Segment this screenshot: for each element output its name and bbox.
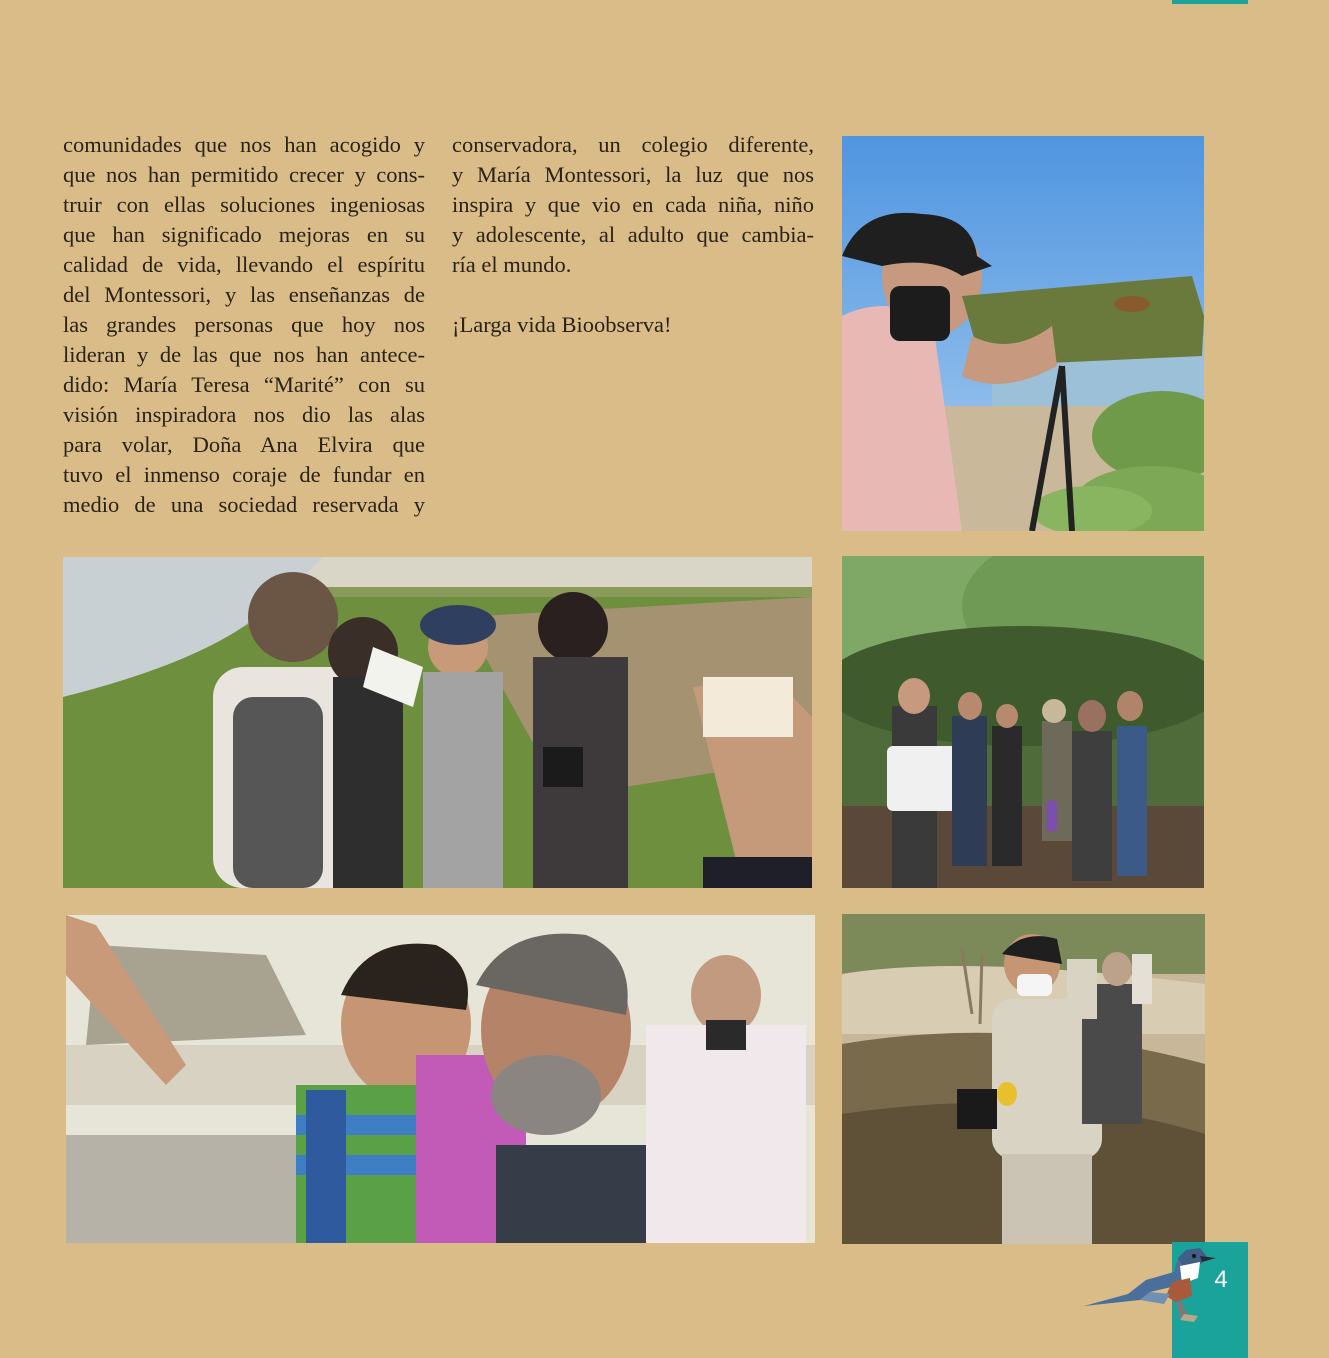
text-line: ría el mundo. [452, 252, 572, 277]
text-line: que han significado mejoras en su [63, 222, 425, 247]
text-line: las grandes personas que hoy nos [63, 312, 425, 337]
text-column-middle [452, 130, 814, 340]
text-line: conservadora, un colegio diferente, [452, 132, 814, 157]
text-line: que nos han permitido crecer y cons- [63, 162, 425, 187]
photo-spotting-scope [842, 136, 1204, 531]
text-line: medio de una sociedad reservada y [63, 492, 425, 517]
text-line: calidad de vida, llevando el espíritu [63, 252, 425, 277]
text-line: para volar, Doña Ana Elvira que [63, 432, 425, 457]
text-line: visión inspiradora nos dio las alas [63, 402, 425, 427]
text-line: y adolescente, al adulto que cambia- [452, 222, 814, 247]
text-line: truir con ellas soluciones ingeniosas [63, 192, 425, 217]
text-line: tuvo el inmenso coraje de fundar en [63, 462, 425, 487]
text-line: lideran y de las que nos han antece- [63, 342, 425, 367]
closing-line: ¡Larga vida Bioobserva! [452, 312, 672, 337]
text-line: del Montessori, y las enseñanzas de [63, 282, 425, 307]
text-line: inspira y que vio en cada niña, niño [452, 192, 814, 217]
paragraph-left [63, 130, 425, 520]
photo-boy-looking-up [66, 915, 815, 1243]
photo-group-notes [63, 557, 812, 888]
photo-wading-water [842, 914, 1205, 1244]
top-accent-tab [1172, 0, 1248, 4]
photo-forest-group [842, 556, 1204, 888]
paragraph-middle [452, 130, 814, 280]
text-column-left [63, 130, 425, 520]
page-number: 4 [1214, 1266, 1228, 1293]
text-line: y María Montessori, la luz que nos [452, 162, 814, 187]
text-line: comunidades que nos han acogido y [63, 132, 425, 157]
text-line: dido: María Teresa “Marité” con su [63, 372, 425, 397]
